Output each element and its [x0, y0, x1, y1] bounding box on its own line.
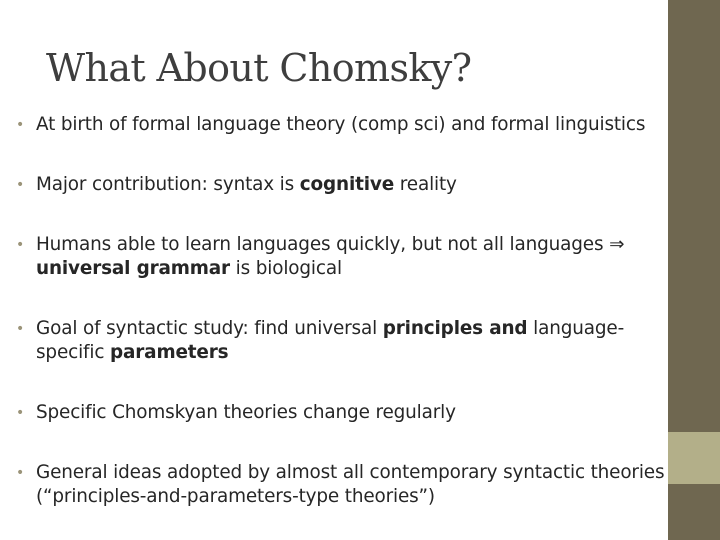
bullet-item-general-ideas [16, 461, 666, 509]
bullet-text [36, 317, 666, 365]
bullet-text-part: is biological [229, 258, 342, 279]
side-accent-block [668, 432, 720, 484]
slide-title: What About Chomsky? [46, 46, 472, 90]
bullet-bold-term: cognitive [299, 174, 395, 195]
bullet-item-formal-language [16, 113, 666, 137]
bullet-icon: • [16, 465, 25, 481]
bullet-text-part: Specific Chomskyan theories change regularly [36, 402, 456, 423]
bullet-bold-term: principles and [382, 318, 528, 339]
bullet-text [36, 233, 666, 281]
bullet-text-part: Humans able to learn languages quickly, but not all languages [36, 234, 610, 255]
bullet-item-major-contribution [16, 173, 666, 197]
bullet-item-goal-of-study [16, 317, 666, 365]
bullet-bold-term: universal grammar [36, 258, 230, 279]
bullet-text-part: General ideas adopted by almost all contemporary syntactic theories (“principles-and-parameters-type theories”) [36, 462, 665, 507]
implies-icon: ⇒ [609, 234, 625, 255]
bullet-icon: • [16, 405, 25, 421]
bullet-text [36, 173, 666, 197]
bullet-bold-term: parameters [109, 342, 229, 363]
bullet-icon: • [16, 321, 25, 337]
bullet-list [16, 113, 666, 509]
bullet-text [36, 401, 666, 425]
bullet-icon: • [16, 177, 25, 193]
bullet-icon: • [16, 117, 25, 133]
bullet-icon: • [16, 237, 25, 253]
bullet-text-part: reality [394, 174, 457, 195]
bullet-item-humans-learn [16, 233, 666, 281]
bullet-text-part: Goal of syntactic study: find universal [36, 318, 383, 339]
bullet-text-part: language-specific [36, 318, 625, 363]
bullet-item-theories-change [16, 401, 666, 425]
bullet-text-part: Major contribution: syntax is [36, 174, 300, 195]
bullet-text-part: At birth of formal language theory (comp sci) and formal linguistics [36, 114, 646, 135]
bullet-text [36, 461, 666, 509]
bullet-text [36, 113, 666, 137]
